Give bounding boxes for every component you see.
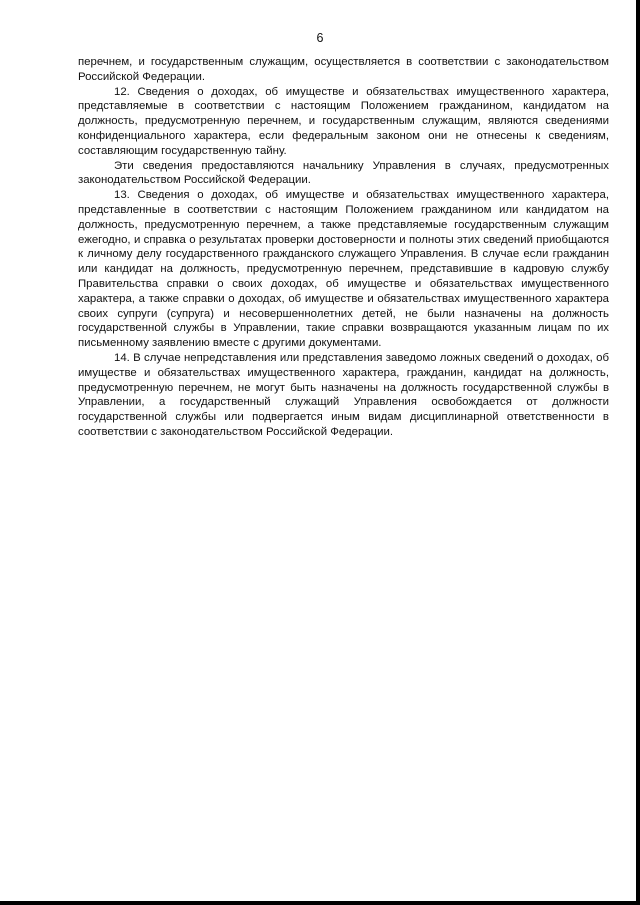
paragraph-13: 13. Сведения о доходах, об имуществе и обязательствах имущественного характера, представленные в соответствии с настоящим Положением гражданином или кандидатом на должность, предусмотренную перечнем, а также представляемые государственным служащим ежегодно, и справка о результатах проверки достоверности и полноты этих сведений приобщаются к личному делу государственного гражданского служащего Управления. В случае если гражданин или кандидат на должность, предусмотренную перечнем, представившие в кадровую службу Правительства справки о своих доходах, об имуществе и обязательствах имущественного характера, а также справки о доходах, об имуществе и обязательствах имущественного характера своих супруги (супруга) и несовершеннолетних детей, не были назначены на должность государственной службы в Управлении, такие справки возвращаются указанным лицам по их письменному заявлению вместе с другими документами. — [78, 189, 609, 350]
scan-edge-right — [636, 0, 640, 905]
paragraph-14: 14. В случае непредставления или представления заведомо ложных сведений о доходах, об имуществе и обязательствах имущественного характера, гражданин, кандидат на должность, предусмотренную перечнем, не могут быть назначены на должность государственной службы в Управлении, а государственный служащий Управления освобождается от должности государственной службы или подвергается иным видам дисциплинарной ответственности в соответствии с законодательством Российской Федерации. — [78, 351, 609, 438]
scan-edge-bottom — [0, 901, 640, 905]
page-number: 6 — [316, 31, 324, 45]
paragraph-12: 12. Сведения о доходах, об имуществе и обязательствах имущественного характера, представляемые в соответствии с настоящим Положением гражданином, кандидатом на должность, предусмотренную перечнем, и государственным служащим, являются сведениями конфиденциального характера, если федеральным законом они не отнесены к сведениям, составляющим государственную тайну. — [78, 85, 609, 157]
document-body — [78, 55, 609, 440]
paragraph-continuation: перечнем, и государственным служащим, осуществляется в соответствии с законодательством Российской Федерации. — [78, 56, 609, 83]
paragraph-12-note: Эти сведения предоставляются начальнику Управления в случаях, предусмотренных законодательством Российской Федерации. — [78, 159, 609, 187]
